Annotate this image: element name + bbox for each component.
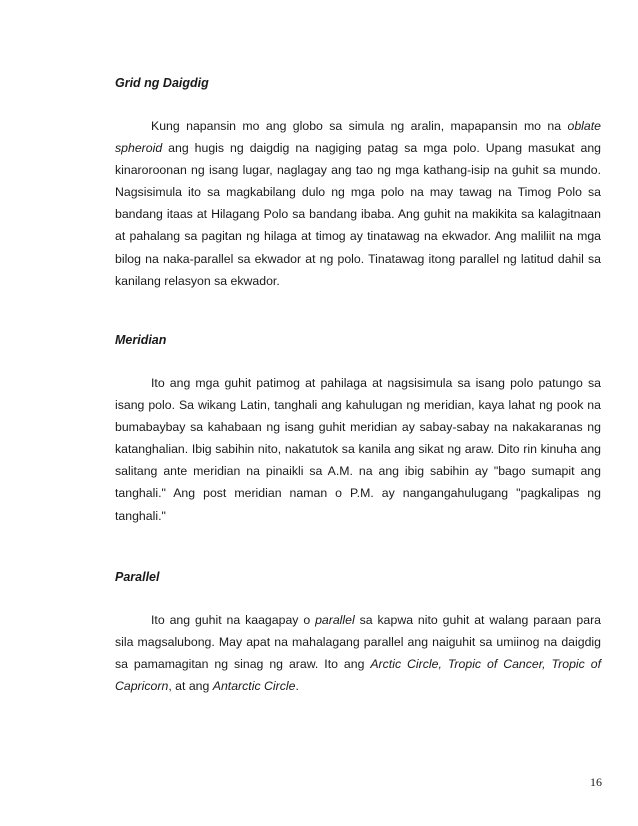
- paragraph-run-italic: Antarctic Circle: [212, 679, 296, 694]
- paragraph-run: Ito ang guhit na kaagapay o: [151, 613, 316, 627]
- paragraph-run-italic: Arctic Circle, Tropic of Cancer, Tropic of Capricorn: [115, 657, 601, 694]
- section-paragraph-grid-ng-daigdig: [115, 115, 601, 292]
- paragraph-run-italic: oblate spheroid: [115, 119, 601, 156]
- paragraph-run: sa kapwa nito guhit at walang paraan para sila magsalubong. May apat na mahalagang parallel ang naiguhit sa umiinog na daigdig sa pamamagitan ng sinag ng araw. Ito ang: [115, 613, 602, 672]
- section-heading-parallel: Parallel: [115, 570, 160, 584]
- paragraph-run: , at ang: [168, 679, 213, 694]
- page-number: 16: [590, 775, 602, 789]
- section-paragraph-parallel: [115, 609, 601, 697]
- section-paragraph-meridian: [115, 372, 601, 527]
- paragraph-run: ang hugis ng daigdig na nagiging patag sa mga polo. Upang masukat ang kinaroroonan ng isang lugar, naglagay ang tao ng mga kathang-isip na guhit sa mundo. Nagsisimula ito sa magkabilang dulo ng mga polo na may tawag na Timog Polo sa bandang itaas at Hilagang Polo sa bandang ibaba. Ang guhit na makikita sa kalagitnaan at pahalang sa pagitan ng hilaga at timog ay tinatawag na ekwador. Ang maliliit na mga bilog na naka-parallel sa ekwador at ng polo. Tinatawag itong parallel ng latitud dahil sa kanilang relasyon sa ekwador.: [115, 141, 601, 288]
- paragraph-run: .: [295, 679, 299, 694]
- section-heading-meridian: Meridian: [115, 333, 167, 347]
- paragraph-run-italic: parallel: [315, 613, 355, 627]
- paragraph-run: Ito ang mga guhit patimog at pahilaga at nagsisimula sa isang polo patungo sa isang polo. Sa wikang Latin, tanghali ang kahulugan ng meridian, kaya lahat ng pook na bumabaybay sa kahabaan ng isang guhit meridian ay sabay-sabay na nakakaranas ng katanghalian. Ibig sabihin nito, nakatutok sa kanila ang sikat ng araw. Dito rin kinuha ang salitang ante meridian na pinaikli sa A.M. na ang ibig sabihin ay "bago sumapit ang tanghali." Ang post meridian naman o P.M. ay nangangahulugang "pagkalipas ng tanghali.": [115, 376, 601, 523]
- paragraph-run: Kung napansin mo ang globo sa simula ng aralin, mapapansin mo na: [151, 119, 568, 133]
- section-heading-grid-ng-daigdig: Grid ng Daigdig: [115, 76, 209, 90]
